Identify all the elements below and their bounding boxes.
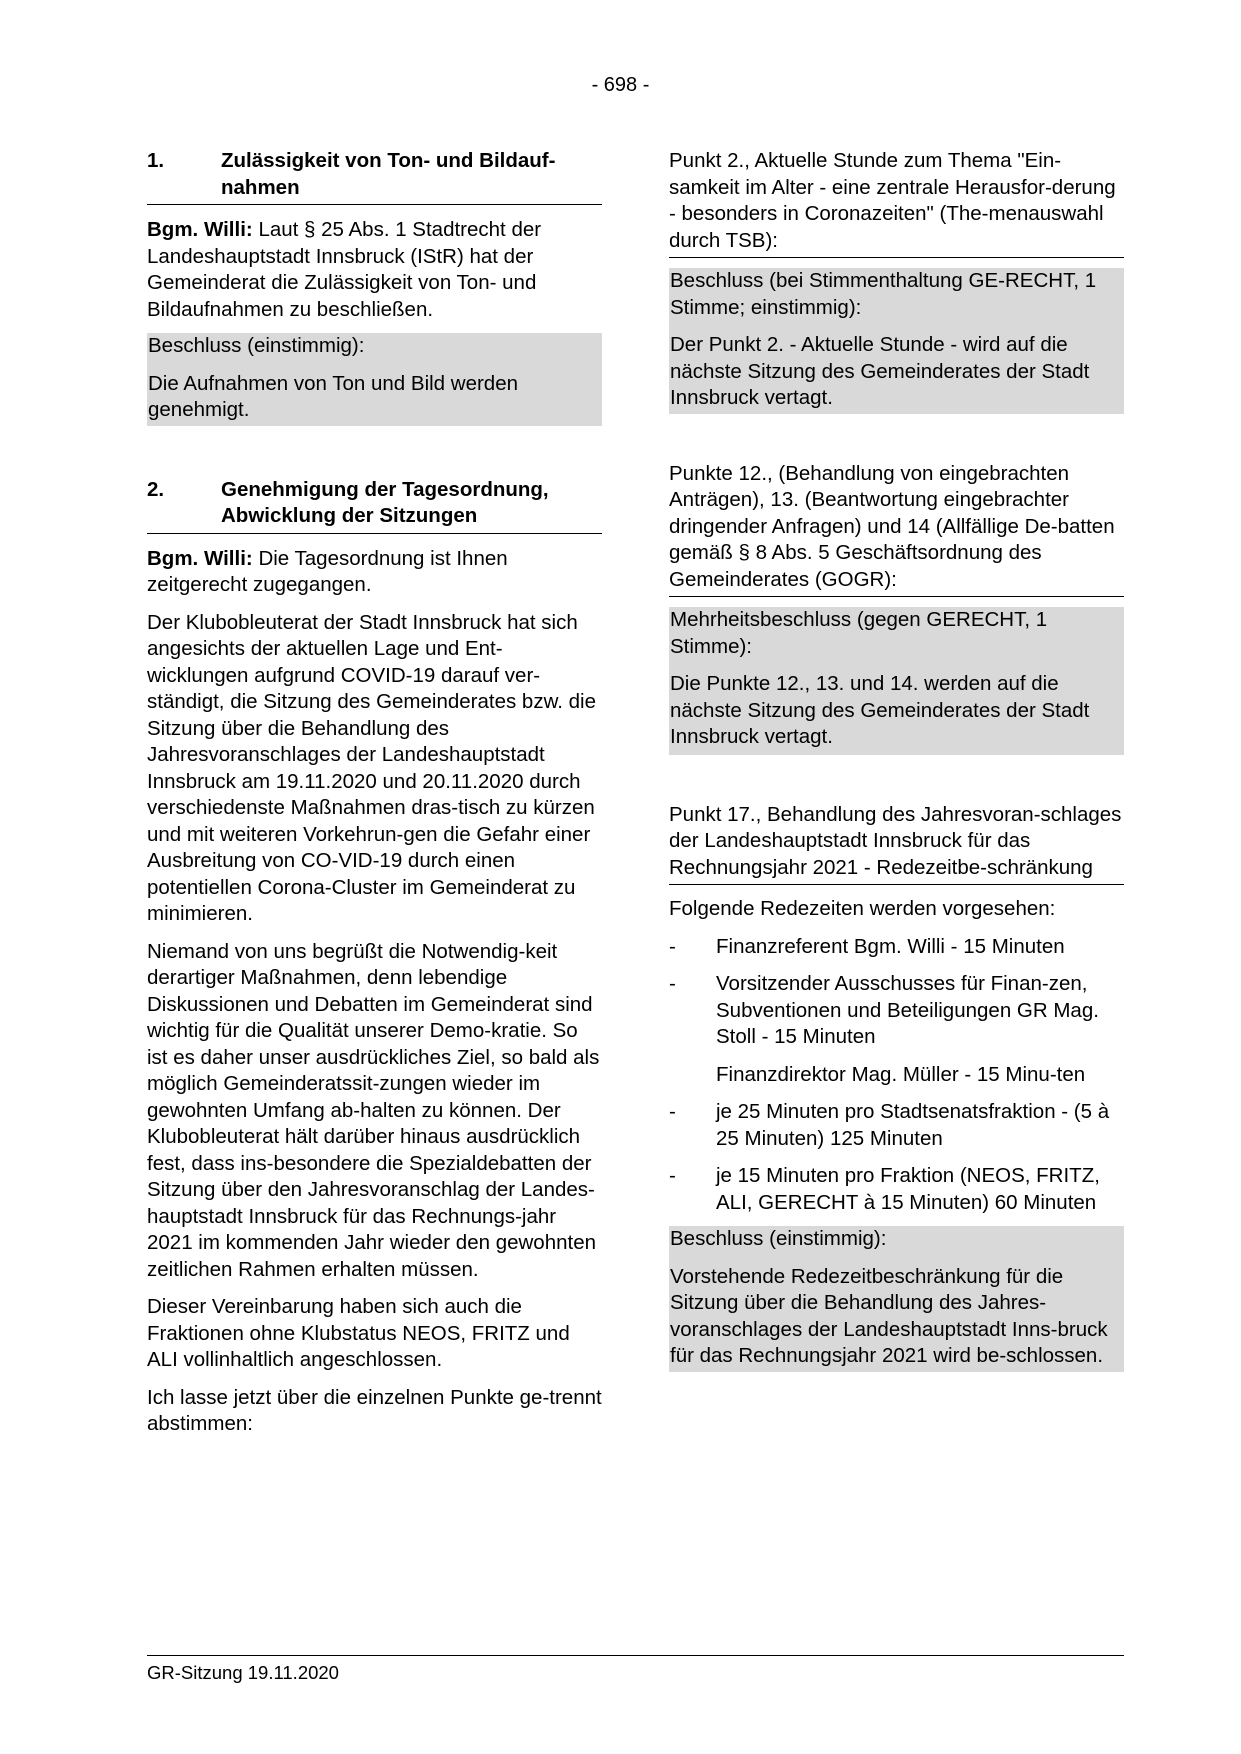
agenda-item-heading: Punkte 12., (Behandlung von eingebrachten Anträgen), 13. (Beantwortung eingebrachter dringender Anfragen) und 14 (Allfällige De-batten gemäß § 8 Abs. 5 Geschäftsordnung des Gemeinderates (GOGR): (669, 461, 1124, 598)
decision-box (147, 333, 602, 426)
speaker-name: Bgm. Willi: (147, 218, 253, 241)
list-dash: - (669, 972, 676, 995)
speaking-time-list (669, 1099, 1124, 1216)
speaker-name: Bgm. Willi: (147, 546, 253, 570)
list-dash: - (669, 934, 676, 958)
right-column (669, 148, 1124, 1372)
footer-divider (147, 1655, 1124, 1656)
list-dash: - (669, 1100, 676, 1123)
list-item-text: je 15 Minuten pro Fraktion (NEOS, FRITZ, ALI, GERECHT à 15 Minuten) 60 Minuten (716, 1164, 1100, 1214)
list-item-text: Finanzreferent Bgm. Willi - 15 Minuten (716, 934, 1065, 958)
list-item-text: Vorsitzender Ausschusses für Finan-zen, Subventionen und Beteiligungen GR Mag. Stoll - 15 Minuten (716, 972, 1099, 1048)
paragraph-text: Die Tagesordnung ist Ihnen zeitgerecht zugegangen. (147, 546, 508, 596)
decision-label: Beschluss (einstimmig): (670, 1227, 887, 1250)
decision-text: Vorstehende Redezeitbeschränkung für die Sitzung über die Behandlung des Jahres-voranschlages der Landeshauptstadt Inns-bruck für das Rechnungsjahr 2021 wird be-schlossen. (670, 1264, 1108, 1367)
agenda-item-heading: Punkt 2., Aktuelle Stunde zum Thema "Ein-samkeit im Alter - eine zentrale Herausfor-derung - besonders in Coronazeiten" (The-menauswahl durch TSB): (669, 148, 1124, 258)
paragraph: Dieser Vereinbarung haben sich auch die Fraktionen ohne Klubstatus NEOS, FRITZ und ALI vollinhaltlich angeschlossen. (147, 1295, 570, 1371)
paragraph: Der Klubobleuterat der Stadt Innsbruck hat sich angesichts der aktuellen Lage und Ent-wicklungen aufgrund COVID-19 darauf ver-ständigt, die Sitzung des Gemeinderates bzw. die Sitzung über die Behandlung des Jahresvoranschlages der Landeshauptstadt Innsbruck am 19.11.2020 und 20.11.2020 durch verschiedenste Maßnahmen dras-tisch zu kürzen und mit weiteren Vorkehrun-gen die Gefahr einer Ausbreitung von CO-VID-19 durch einen potentiellen Corona-Cluster im Gemeinderat zu minimieren. (147, 610, 596, 925)
paragraph: Folgende Redezeiten werden vorgesehen: (669, 897, 1056, 920)
section-number: 2. (147, 477, 165, 501)
section-heading-1 (147, 148, 602, 205)
decision-box (669, 1226, 1124, 1372)
section-heading-2 (147, 477, 602, 534)
section-title: Genehmigung der Tagesordnung, Abwicklung der Sitzungen (221, 477, 549, 527)
decision-label: Mehrheitsbeschluss (gegen GERECHT, 1 Stimme): (670, 608, 1048, 658)
list-item-text: je 25 Minuten pro Stadtsenatsfraktion - (5 à 25 Minuten) 125 Minuten (716, 1100, 1110, 1150)
paragraph: Niemand von uns begrüßt die Notwendig-keit derartiger Maßnahmen, denn lebendige Diskussionen und Debatten im Gemeinderat sind wichtig für die Qualität unserer Demo-kratie. So ist es daher unser ausdrückliches Ziel, so bald als möglich Gemeinderatssit-zungen wieder im gewohnten Umfang ab-halten zu können. Der Klubobleuterat hält darüber hinaus ausdrücklich fest, dass ins-besondere die Spezialdebatten der Sitzung über den Jahresvoranschlag der Landes-hauptstadt Innsbruck für das Rechnungs-jahr 2021 im kommenden Jahr wieder den gewohnten zeitlichen Rahmen erhalten müssen. (147, 939, 600, 1281)
section-title: Zulässigkeit von Ton- und Bildauf-nahmen (221, 149, 556, 199)
decision-label: Beschluss (einstimmig): (148, 334, 365, 357)
speaking-time-list (669, 934, 1124, 1051)
page-number: - 698 - (591, 74, 650, 96)
decision-text: Der Punkt 2. - Aktuelle Stunde - wird auf die nächste Sitzung des Gemeinderates der Stadt Innsbruck vertagt. (670, 333, 1090, 409)
left-column (147, 148, 602, 1438)
indented-note: Finanzdirektor Mag. Müller - 15 Minu-ten (716, 1062, 1086, 1086)
list-item (669, 971, 1124, 1051)
list-item (669, 1163, 1124, 1216)
speaker-paragraph (147, 217, 602, 323)
paragraph-text: Laut § 25 Abs. 1 Stadtrecht der Landeshauptstadt Innsbruck (IStR) hat der Gemeinderat die Zulässigkeit von Ton- und Bildaufnahmen zu beschließen. (147, 218, 542, 321)
section-number: 1. (147, 149, 165, 172)
paragraph: Ich lasse jetzt über die einzelnen Punkte ge-trennt abstimmen: (147, 1385, 602, 1435)
list-item (669, 1099, 1124, 1152)
agenda-item-heading: Punkt 17., Behandlung des Jahresvoran-schlages der Landeshauptstadt Innsbruck für das Rechnungsjahr 2021 - Redezeitbe-schränkung (669, 802, 1124, 886)
decision-label: Beschluss (bei Stimmenthaltung GE-RECHT, 1 Stimme; einstimmig): (670, 269, 1097, 319)
speaker-paragraph (147, 546, 602, 599)
list-item (669, 934, 1124, 961)
list-dash: - (669, 1164, 676, 1187)
decision-box (669, 607, 1124, 755)
footer-text: GR-Sitzung 19.11.2020 (147, 1662, 339, 1683)
decision-box (669, 268, 1124, 414)
decision-text: Die Punkte 12., 13. und 14. werden auf die nächste Sitzung des Gemeinderates der Stadt Innsbruck vertagt. (670, 672, 1090, 748)
decision-text: Die Aufnahmen von Ton und Bild werden genehmigt. (148, 371, 519, 421)
